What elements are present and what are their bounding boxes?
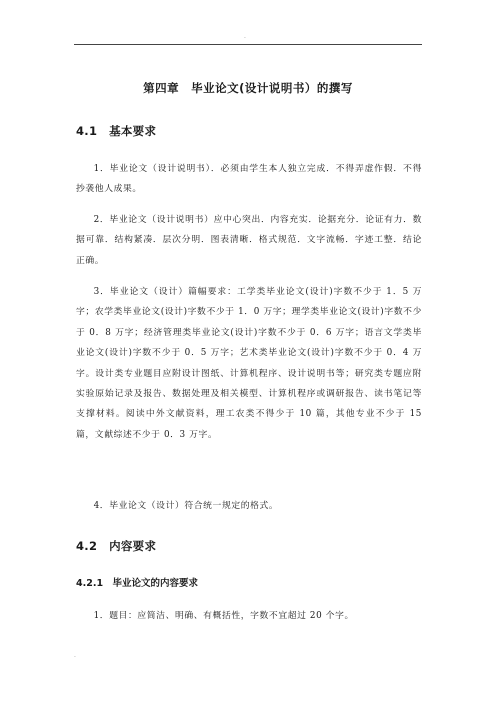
paragraph-item-4: 4．毕业论文（设计）符合统一规定的格式。 bbox=[93, 501, 279, 511]
paragraph-title-requirement: 1．题目：应简洁、明确、有概括性，字数不宜超过 20 个字。 bbox=[93, 611, 354, 621]
header-mark: . bbox=[244, 33, 246, 40]
subsection-heading-4-2-1: 4.2.1 毕业论文的内容要求 bbox=[76, 578, 199, 589]
section-heading-4-2: 4.2 内容要求 bbox=[76, 539, 157, 553]
footer-mark: . bbox=[74, 652, 76, 659]
header-rule bbox=[74, 44, 422, 45]
chapter-title: 第四章 毕业论文(设计说明书）的撰写 bbox=[143, 81, 353, 95]
paragraph-item-1: 1．毕业论文（设计说明书）．必须由学生本人独立完成．不得弄虚作假．不得抄袭他人成果。 bbox=[76, 164, 422, 195]
paragraph-item-2: 2．毕业论文（设计说明书）应中心突出．内容充实．论据充分．论证有力．数据可靠．结构紧凑．层次分明．图表清晰．格式规范．文字流畅．字迹工整．结论正确。 bbox=[76, 215, 422, 266]
paragraph-item-3: 3．毕业论文（设计）篇幅要求：工学类毕业论文(设计)字数不少于 1．5 万字；农学类毕业论文(设计)字数不少于 1．0 万字；理学类毕业论文(设计)字数不少于 0．8 万字；经济管理类毕业论文(设计)字数不少于 0．6 万字；语言文学类毕业论文(设计)字数不少于 0．5 万字；艺术类毕业论文(设计)字数不少于 0．4 万字。设计类专业题目应附设计图纸、计算机程序、设计说明书等；研究类专题应附实验原始记录及报告、数据处理及相关模型、计算机程序或调研报告、读书笔记等支撑材料。阅读中外文献资料，理工农类不得少于 10 篇，其他专业不少于 15 篇，文献综述不少于 0．3 万字。 bbox=[76, 287, 422, 440]
section-heading-4-1: 4.1 基本要求 bbox=[76, 124, 157, 138]
